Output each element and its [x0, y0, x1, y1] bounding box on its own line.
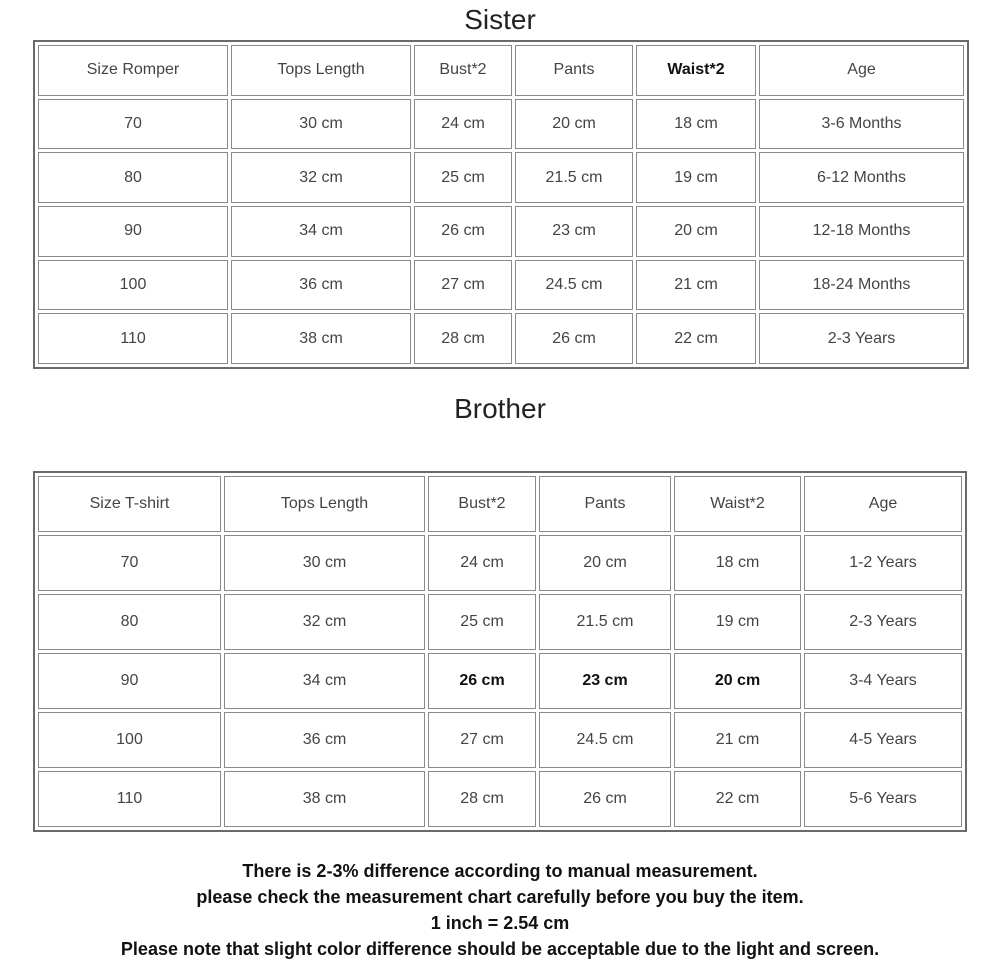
table-row [38, 206, 964, 257]
header-cell: Bust*2 [414, 45, 512, 96]
table-cell: 25 cm [428, 594, 536, 650]
table-cell: 90 [38, 206, 228, 257]
note-line: Please note that slight color difference should be acceptable due to the light and screen. [120, 939, 880, 959]
table-cell: 1-2 Years [804, 535, 962, 591]
table-cell: 21.5 cm [539, 594, 671, 650]
table-cell: 3-6 Months [759, 99, 964, 150]
table-cell: 36 cm [231, 260, 411, 311]
table-cell: 100 [38, 712, 221, 768]
table-cell: 22 cm [636, 313, 756, 364]
table-row [38, 535, 962, 591]
table-cell: 80 [38, 594, 221, 650]
table-cell: 32 cm [224, 594, 425, 650]
table-cell: 2-3 Years [759, 313, 964, 364]
header-cell: Age [759, 45, 964, 96]
table-cell: 70 [38, 99, 228, 150]
table-cell: 30 cm [224, 535, 425, 591]
table-cell: 27 cm [414, 260, 512, 311]
table-cell: 110 [38, 771, 221, 827]
table-header-row [38, 45, 964, 96]
table-cell: 19 cm [636, 152, 756, 203]
table-cell: 23 cm [539, 653, 671, 709]
table-cell: 26 cm [539, 771, 671, 827]
header-cell: Bust*2 [428, 476, 536, 532]
table-cell: 18 cm [636, 99, 756, 150]
table-cell: 70 [38, 535, 221, 591]
table-cell: 24 cm [414, 99, 512, 150]
table-cell: 26 cm [515, 313, 633, 364]
table-cell: 4-5 Years [804, 712, 962, 768]
table-cell: 26 cm [414, 206, 512, 257]
header-cell: Pants [539, 476, 671, 532]
table-cell: 22 cm [674, 771, 801, 827]
table-cell: 27 cm [428, 712, 536, 768]
table-cell: 5-6 Years [804, 771, 962, 827]
table-row [38, 771, 962, 827]
header-cell: Tops Length [224, 476, 425, 532]
header-cell: Age [804, 476, 962, 532]
table-row [38, 152, 964, 203]
table-row [38, 313, 964, 364]
table-cell: 34 cm [231, 206, 411, 257]
table-cell: 90 [38, 653, 221, 709]
table-cell: 2-3 Years [804, 594, 962, 650]
table-cell: 34 cm [224, 653, 425, 709]
header-cell: Size Romper [38, 45, 228, 96]
table-cell: 20 cm [674, 653, 801, 709]
table-cell: 36 cm [224, 712, 425, 768]
table-cell: 19 cm [674, 594, 801, 650]
table-cell: 25 cm [414, 152, 512, 203]
table-row [38, 260, 964, 311]
header-cell: Waist*2 [674, 476, 801, 532]
table-cell: 20 cm [515, 99, 633, 150]
table-cell: 100 [38, 260, 228, 311]
table-cell: 24 cm [428, 535, 536, 591]
table-cell: 21 cm [674, 712, 801, 768]
header-cell: Pants [515, 45, 633, 96]
note-line: 1 inch = 2.54 cm [430, 913, 570, 933]
table-cell: 80 [38, 152, 228, 203]
table-cell: 6-12 Months [759, 152, 964, 203]
table-cell: 3-4 Years [804, 653, 962, 709]
brother-size-table [33, 471, 967, 832]
table-cell: 28 cm [414, 313, 512, 364]
table-row [38, 594, 962, 650]
table-cell: 110 [38, 313, 228, 364]
note-line: There is 2-3% difference according to manual measurement. [242, 861, 758, 881]
header-cell: Waist*2 [636, 45, 756, 96]
table-cell: 30 cm [231, 99, 411, 150]
table-header-row [38, 476, 962, 532]
table-cell: 26 cm [428, 653, 536, 709]
header-cell: Size T-shirt [38, 476, 221, 532]
table-cell: 12-18 Months [759, 206, 964, 257]
table-cell: 32 cm [231, 152, 411, 203]
brother-title: Brother [454, 393, 546, 424]
table-row [38, 653, 962, 709]
table-cell: 24.5 cm [539, 712, 671, 768]
table-cell: 20 cm [636, 206, 756, 257]
sister-title: Sister [464, 4, 536, 35]
note-line: please check the measurement chart carefully before you buy the item. [196, 887, 804, 907]
table-cell: 18-24 Months [759, 260, 964, 311]
table-cell: 23 cm [515, 206, 633, 257]
table-cell: 24.5 cm [515, 260, 633, 311]
table-row [38, 712, 962, 768]
table-cell: 20 cm [539, 535, 671, 591]
table-cell: 38 cm [231, 313, 411, 364]
sister-size-table [33, 40, 969, 369]
table-cell: 21 cm [636, 260, 756, 311]
table-row [38, 99, 964, 150]
table-cell: 18 cm [674, 535, 801, 591]
measurement-notes [0, 858, 1000, 962]
table-cell: 38 cm [224, 771, 425, 827]
header-cell: Tops Length [231, 45, 411, 96]
table-cell: 21.5 cm [515, 152, 633, 203]
table-cell: 28 cm [428, 771, 536, 827]
